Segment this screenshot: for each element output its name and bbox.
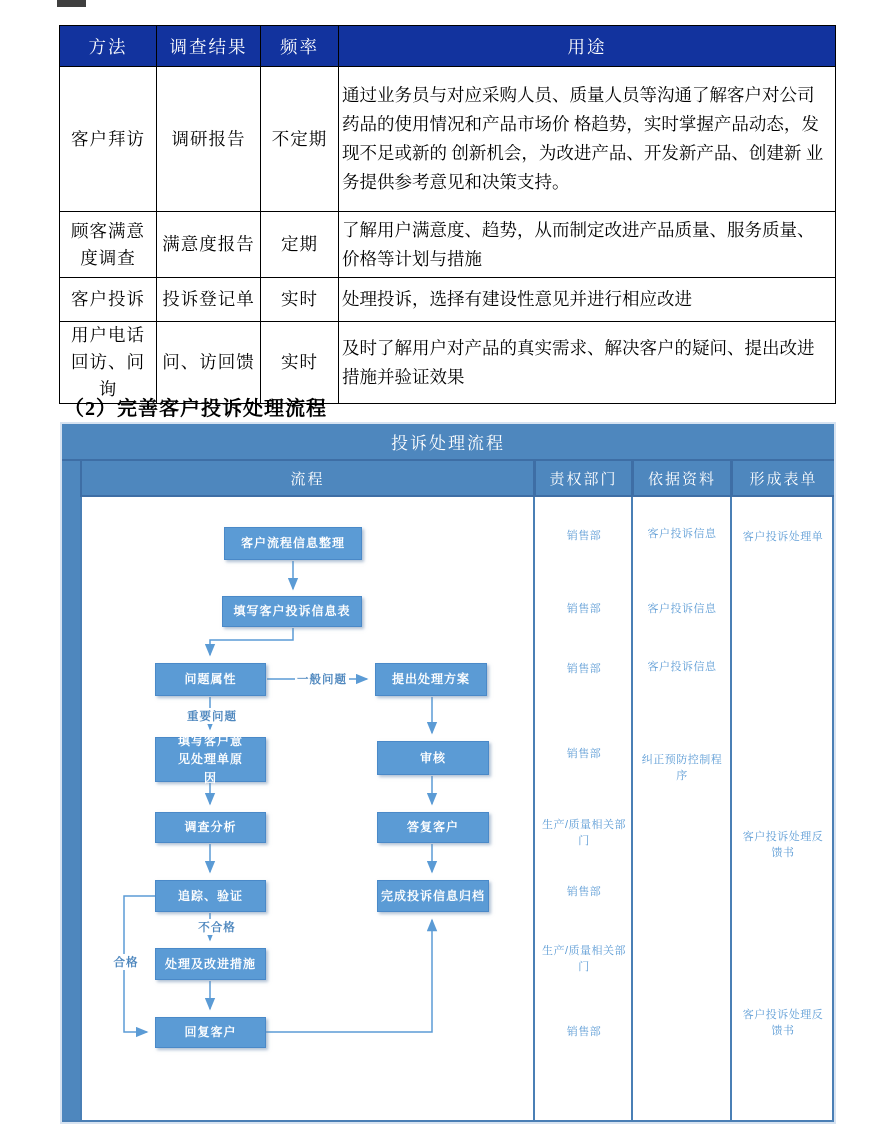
flow-node-review: 审核	[377, 741, 489, 775]
edge-label-general-issue: 一般问题	[295, 671, 349, 687]
flowchart-title: 投诉处理流程	[62, 424, 834, 459]
flow-node-improve-measures: 处理及改进措施	[155, 948, 266, 980]
edge-label-fail: 不合格	[196, 919, 238, 935]
cell-result: 问、访回馈	[157, 322, 261, 404]
flowchart-bottom-border	[62, 1120, 834, 1122]
cell-result: 调研报告	[157, 67, 261, 212]
dept-annotation: 生产/质量相关部门	[541, 945, 627, 973]
col-header-basis: 依据资料	[634, 461, 730, 495]
cell-frequency: 实时	[261, 322, 339, 404]
cell-frequency: 不定期	[261, 67, 339, 212]
dept-annotation: 销售部	[566, 663, 602, 675]
col-header-purpose: 用途	[339, 26, 836, 67]
column-divider	[832, 497, 834, 1121]
flow-node-organize-info: 客户流程信息整理	[224, 527, 362, 560]
dept-annotation: 销售部	[566, 603, 602, 615]
section-heading: （2）完善客户投诉处理流程	[64, 398, 327, 420]
dept-annotation: 销售部	[566, 530, 602, 542]
dept-annotation: 生产/质量相关部门	[541, 819, 627, 847]
form-annotation: 客户投诉处理反馈书	[742, 1009, 824, 1037]
col-header-form: 形成表单	[733, 461, 834, 495]
col-header-process: 流程	[82, 461, 533, 495]
column-divider	[533, 497, 535, 1121]
basis-annotation: 客户投诉信息	[647, 528, 717, 540]
cell-purpose: 通过业务员与对应采购人员、质量人员等沟通了解客户对公司药品的使用情况和产品市场价 格趋势，实时掌握产品动态，发现不足或新的 创新机会，为改进产品、开发新产品、创建新 业务提供参考意见和决策支持。	[339, 67, 836, 212]
flow-node-archive-info: 完成投诉信息归档	[377, 880, 489, 912]
column-divider	[730, 497, 732, 1121]
table-header-row	[60, 26, 836, 67]
flow-node-reply-back: 回复客户	[155, 1017, 266, 1048]
flow-node-issue-attribute: 问题属性	[155, 663, 266, 696]
col-header-frequency: 频率	[261, 26, 339, 67]
dept-annotation: 销售部	[566, 886, 602, 898]
cell-method: 顾客满意度调查	[60, 212, 157, 278]
dept-annotation: 销售部	[566, 1026, 602, 1038]
cell-purpose: 处理投诉，选择有建设性意见并进行相应改进	[339, 278, 836, 322]
col-header-result: 调查结果	[157, 26, 261, 67]
cropped-element-fragment	[57, 0, 86, 7]
cell-method: 用户电话回访、问询	[60, 322, 157, 404]
flow-node-propose-solution: 提出处理方案	[375, 663, 487, 696]
basis-annotation: 客户投诉信息	[647, 603, 717, 615]
flow-node-reply-customer: 答复客户	[377, 812, 489, 843]
cell-purpose: 及时了解用户对产品的真实需求、解决客户的疑问、提出改进措施并验证效果	[339, 322, 836, 404]
flowchart-left-strip	[62, 461, 80, 1121]
basis-annotation: 纠正预防控制程序	[641, 754, 723, 782]
cell-method: 客户投诉	[60, 278, 157, 322]
cell-frequency: 实时	[261, 278, 339, 322]
basis-annotation: 客户投诉信息	[647, 661, 717, 673]
flow-node-fill-opinion-sheet: 填写客户意见处理单原因	[155, 737, 266, 782]
table-row	[60, 67, 836, 212]
dept-annotation: 销售部	[566, 748, 602, 760]
survey-methods-table	[59, 25, 836, 404]
flow-node-fill-complaint-form: 填写客户投诉信息表	[222, 596, 362, 627]
edge-label-pass: 合格	[112, 954, 141, 970]
form-annotation: 客户投诉处理单	[742, 531, 824, 543]
cell-method: 客户拜访	[60, 67, 157, 212]
col-header-department: 责权部门	[536, 461, 631, 495]
col-header-method: 方法	[60, 26, 157, 67]
column-divider	[80, 497, 82, 1121]
flow-node-investigate: 调查分析	[155, 812, 266, 843]
cell-frequency: 定期	[261, 212, 339, 278]
table-row	[60, 278, 836, 322]
flow-node-track-verify: 追踪、验证	[155, 880, 266, 912]
cell-purpose: 了解用户满意度、趋势，从而制定改进产品质量、服务质量、价格等计划与措施	[339, 212, 836, 278]
form-annotation: 客户投诉处理反馈书	[742, 831, 824, 859]
edge-label-important-issue: 重要问题	[185, 708, 239, 724]
cell-result: 投诉登记单	[157, 278, 261, 322]
table-row	[60, 212, 836, 278]
column-divider	[631, 497, 633, 1121]
cell-result: 满意度报告	[157, 212, 261, 278]
